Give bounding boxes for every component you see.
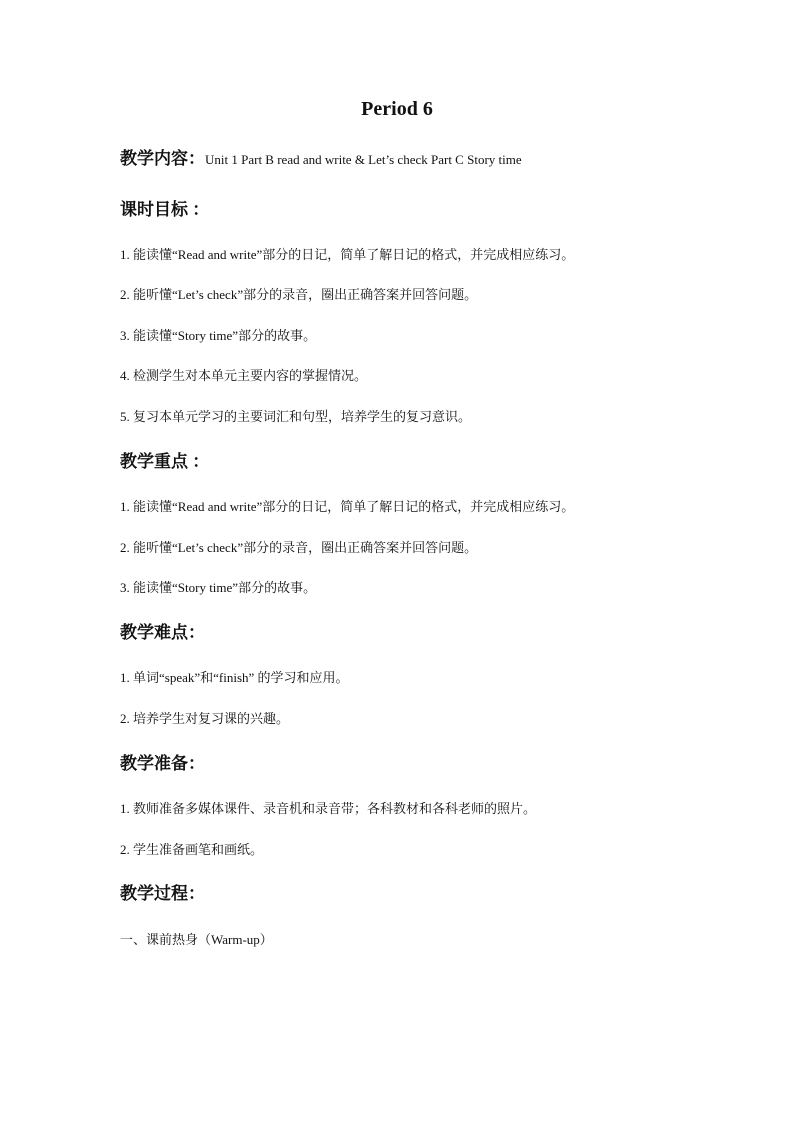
difficulties-heading: 教学难点： [120,623,205,642]
key-point-item: 2. 能听懂“Let’s check”部分的录音，圈出正确答案并回答问题。 [120,540,478,555]
process-item: 一、课前热身（Warm-up） [120,932,273,947]
objective-item: 4. 检测学生对本单元主要内容的掌握情况。 [120,368,368,383]
key-point-item: 1. 能读懂“Read and write”部分的日记，简单了解日记的格式，并完成相应练习。 [120,499,575,514]
objective-item: 2. 能听懂“Let’s check”部分的录音，圈出正确答案并回答问题。 [120,287,478,302]
content-line [120,147,522,172]
key-points-heading: 教学重点 ： [120,452,210,471]
content-text: Unit 1 Part B read and write & Let’s check Part C Story time [205,152,522,167]
page-title: Period 6 [361,98,433,120]
objective-item: 1. 能读懂“Read and write”部分的日记，简单了解日记的格式，并完成相应练习。 [120,247,575,262]
difficulty-item: 1. 单词“speak”和“finish” 的学习和应用。 [120,670,349,685]
preparation-item: 2. 学生准备画笔和画纸。 [120,842,264,857]
preparation-heading: 教学准备： [120,754,205,773]
difficulty-item: 2. 培养学生对复习课的兴趣。 [120,711,290,726]
key-point-item: 3. 能读懂“Story time”部分的故事。 [120,580,317,595]
content-label: 教学内容： [120,149,205,168]
objectives-heading: 课时目标 ： [120,200,210,219]
objective-item: 3. 能读懂“Story time”部分的故事。 [120,328,317,343]
preparation-item: 1. 教师准备多媒体课件、录音机和录音带；各科教材和各科老师的照片。 [120,801,537,816]
objective-item: 5. 复习本单元学习的主要词汇和句型，培养学生的复习意识。 [120,409,472,424]
process-heading: 教学过程： [120,884,205,903]
